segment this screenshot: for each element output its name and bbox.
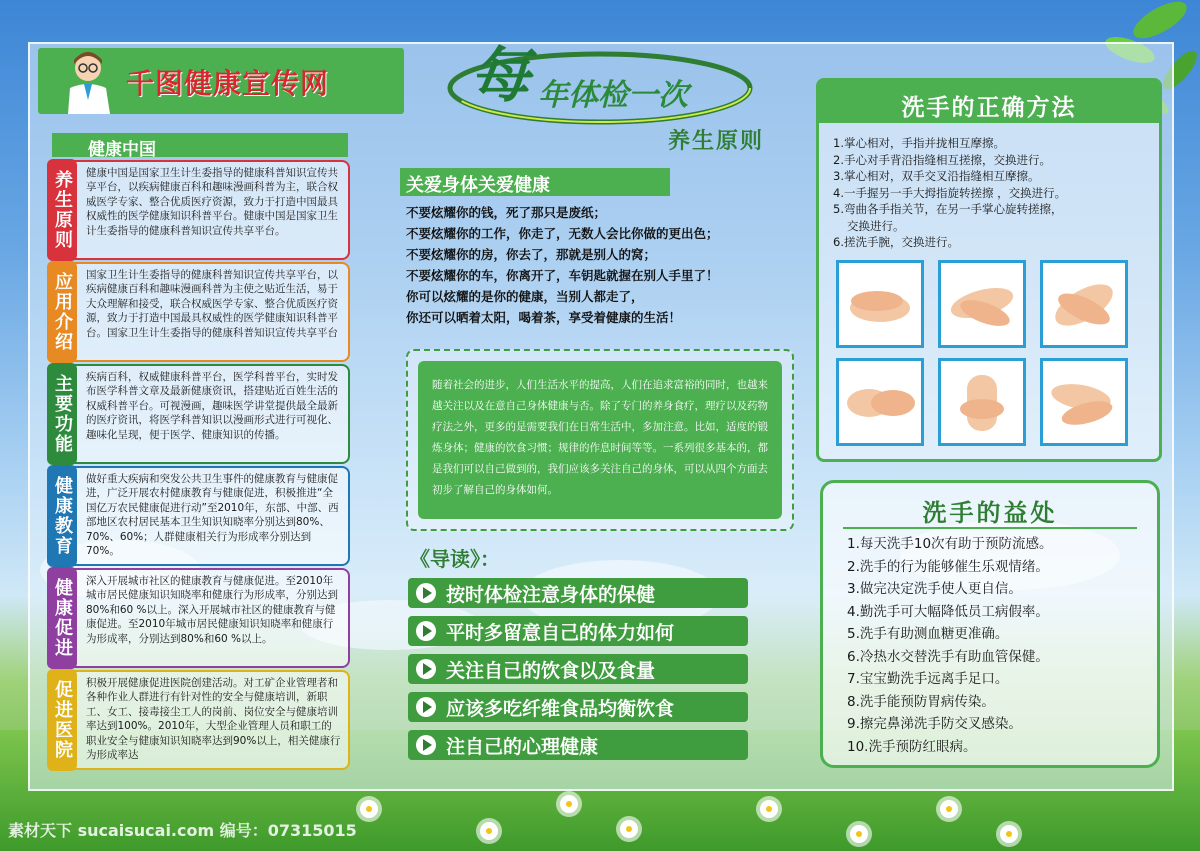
info-box-text: 做好重大疾病和突发公共卫生事件的健康教育与健康促进，广泛开展农村健康教育与健康促进，积极推进“全国亿万农民健康促进行动”至2010年，东部、中部、西部地区农村居民基本卫生知识知晓率分别达到80%、70%、60%；人群健康相关行为形成率分别达到70%。	[86, 473, 339, 558]
guide-item	[408, 578, 748, 608]
flower	[940, 800, 958, 818]
brand-header	[38, 48, 404, 114]
flower	[620, 820, 638, 838]
method-step: 2.手心对手背沿指缝相互搓擦，交换进行。	[833, 152, 1051, 167]
method-step: 6.搓洗手腕，交换进行。	[833, 235, 959, 249]
guide-item	[408, 616, 748, 646]
guide-label: 关注自己的饮食以及食量	[446, 659, 656, 682]
benefit-title: 洗手的益处	[922, 499, 1058, 527]
info-box-label: 健康教育	[47, 465, 77, 567]
play-icon	[416, 583, 436, 603]
hand-step-3	[1040, 260, 1128, 348]
info-box-text: 深入开展城市社区的健康教育与健康促进。至2010年城市居民健康知识知晓率和健康行为形成率，分别达到80%和60 %以上。深入开展城市社区的健康教育与健康促进。至2010年城市居民健康知识知晓率和健康行为形成率，分别达到80%和60 %以上。	[86, 575, 338, 645]
info-box-text: 积极开展健康促进医院创建活动。对工矿企业管理者和各种作业人群进行有针对性的安全与健康培训，新职工、女工、接毒接尘工人的岗前、岗位安全与健康培训率达到100%。2010年，大型企业管理人员和职工的职业安全与健康知识知晓率达到90%以上，相关健康行为形成率达	[86, 677, 341, 762]
benefit-item: 8.洗手能预防胃病传染。	[847, 693, 995, 710]
title-big-char: 每	[470, 41, 530, 111]
section-title-bar	[52, 133, 348, 160]
guide-item	[408, 654, 748, 684]
benefit-item: 5.洗手有助测血糖更准确。	[847, 626, 1009, 642]
method-steps	[833, 135, 1153, 251]
love-lines	[406, 202, 806, 328]
benefit-item: 10.洗手预防红眼病。	[847, 738, 977, 755]
method-title: 洗手的正确方法	[901, 95, 1077, 121]
benefit-list	[847, 533, 1147, 758]
doctor-icon	[58, 50, 120, 114]
love-line: 不要炫耀你的房，你去了，那就是别人的窝；	[406, 247, 657, 262]
info-box	[48, 466, 350, 566]
method-step: 交换进行。	[847, 218, 905, 233]
guide-label: 注自己的心理健康	[446, 735, 599, 758]
hand-step-1	[836, 260, 924, 348]
flower	[360, 800, 378, 818]
brand-title: 千图健康宣传网	[126, 67, 330, 100]
love-line: 不要炫耀你的车，你离开了，车钥匙就握在别人手里了！	[406, 268, 719, 283]
hand-step-6	[1040, 358, 1128, 446]
info-box-text: 健康中国是国家卫生计生委指导的健康科普知识宣传共享平台，以疾病健康百科和趣味漫画科普为主，联合权威医学专家、整合优质医疗资源，致力于打造中国最具权威性的医学健康知识科普平台。健康中国是国家卫生计生委指导的健康科普知识宣传共享平台。	[86, 167, 338, 237]
guide-title: 《导读》：	[410, 547, 500, 571]
info-box	[48, 670, 350, 770]
guide-label: 平时多留意自己的体力如何	[446, 621, 675, 644]
hand-step-5	[938, 358, 1026, 446]
paragraph-text: 随着社会的进步，人们生活水平的提高，人们在追求富裕的同时，也越来越关注以及在意自己身体健康与否。除了专门的养身食疗，理疗以及药物疗法之外，更多的是需要我们在日常生活中，多加注意。比如，适度的锻炼身体；健康的饮食习惯；规律的作息时间等等。一系列很多基本的，都是我们可以自己做到的，我们应该多关注自己的身体，可以从四个方面去初步了解自己的身体如何。	[432, 379, 768, 496]
benefit-item: 4.勤洗手可大幅降低员工病假率。	[847, 603, 1049, 620]
info-box-label: 应用介绍	[47, 261, 77, 363]
flower	[1000, 825, 1018, 843]
info-box-label: 促进医院	[47, 669, 77, 771]
method-step: 3.掌心相对，双手交叉沿指缝相互摩擦。	[833, 169, 1040, 183]
benefit-item: 1.每天洗手10次有助于预防流感。	[847, 536, 1053, 552]
benefit-item: 2.洗手的行为能够催生乐观情绪。	[847, 558, 1049, 575]
guide-item	[408, 730, 748, 760]
benefit-item: 9.擦完鼻涕洗手防交叉感染。	[847, 716, 1022, 732]
watermark: 素材天下 sucaisucai.com 编号：07315015	[8, 821, 357, 840]
love-line: 不要炫耀你的工作，你走了，无数人会比你做的更出色；	[406, 226, 719, 241]
flower	[850, 825, 868, 843]
info-box-label: 健康促进	[47, 567, 77, 669]
info-box-label: 养生原则	[47, 159, 77, 261]
benefit-divider	[843, 527, 1137, 529]
info-box-text: 国家卫生计生委指导的健康科普知识宣传共享平台，以疾病健康百科和趣味漫画科普为主使之贴近生活，易于大众理解和接受，联合权威医学专家、整合优质医疗资源，致力于打造中国最具权威性的医学健康知识科普平台。国家卫生计生委指导的健康科普知识宣传共享平台	[86, 269, 338, 339]
play-icon	[416, 659, 436, 679]
flower	[560, 795, 578, 813]
benefit-panel	[820, 480, 1160, 768]
hand-step-4	[836, 358, 924, 446]
info-box	[48, 568, 350, 668]
hand-step-2	[938, 260, 1026, 348]
benefit-item: 7.宝宝勤洗手远离手足口。	[847, 671, 1009, 687]
info-box	[48, 262, 350, 362]
info-box	[48, 364, 350, 464]
guide-label: 按时体检注意身体的保健	[446, 583, 656, 606]
method-title-bar	[819, 81, 1159, 123]
love-line: 你可以炫耀的是你的健康，当别人都走了，	[406, 289, 644, 304]
flower	[760, 800, 778, 818]
play-icon	[416, 621, 436, 641]
guide-item	[408, 692, 748, 722]
guide-label: 应该多吃纤维食品均衡饮食	[446, 697, 675, 720]
subtitle: 养生原则	[668, 129, 765, 154]
flower	[480, 822, 498, 840]
title-rest: 年体检一次	[538, 78, 688, 113]
love-title-bar	[400, 168, 670, 196]
love-line: 你还可以晒着太阳，喝着茶，享受着健康的生活！	[406, 310, 682, 325]
method-step: 5.弯曲各手指关节，在另一手掌心旋转搓擦，	[833, 202, 1063, 216]
info-box	[48, 160, 350, 260]
play-icon	[416, 735, 436, 755]
paragraph-box	[418, 361, 782, 519]
info-box-text: 疾病百科，权威健康科普平台，医学科普平台，实时发布医学科普文章及最新健康资讯，搭建贴近百姓生活的权威科普平台。可视漫画，趣味医学讲堂提供最全最新的医疗资讯，将医学科普知识以漫画形式进行可视化、趣味化呈现，便于医学、健康知识的传播。	[86, 371, 338, 441]
paragraph-frame	[406, 349, 794, 531]
method-step: 4.一手握另一手大拇指旋转搓擦 ，交换进行。	[833, 185, 1067, 200]
benefit-item: 3.做完决定洗手使人更自信。	[847, 581, 1022, 597]
section-title: 健康中国	[88, 140, 156, 160]
info-box-label: 主要功能	[47, 363, 77, 465]
method-step: 1.掌心相对，手指并拢相互摩擦。	[833, 136, 1005, 150]
play-icon	[416, 697, 436, 717]
love-title: 关爱身体关爱健康	[406, 175, 550, 196]
benefit-item: 6.冷热水交替洗手有助血管保健。	[847, 648, 1049, 665]
love-line: 不要炫耀你的钱，死了那只是废纸；	[406, 205, 607, 220]
